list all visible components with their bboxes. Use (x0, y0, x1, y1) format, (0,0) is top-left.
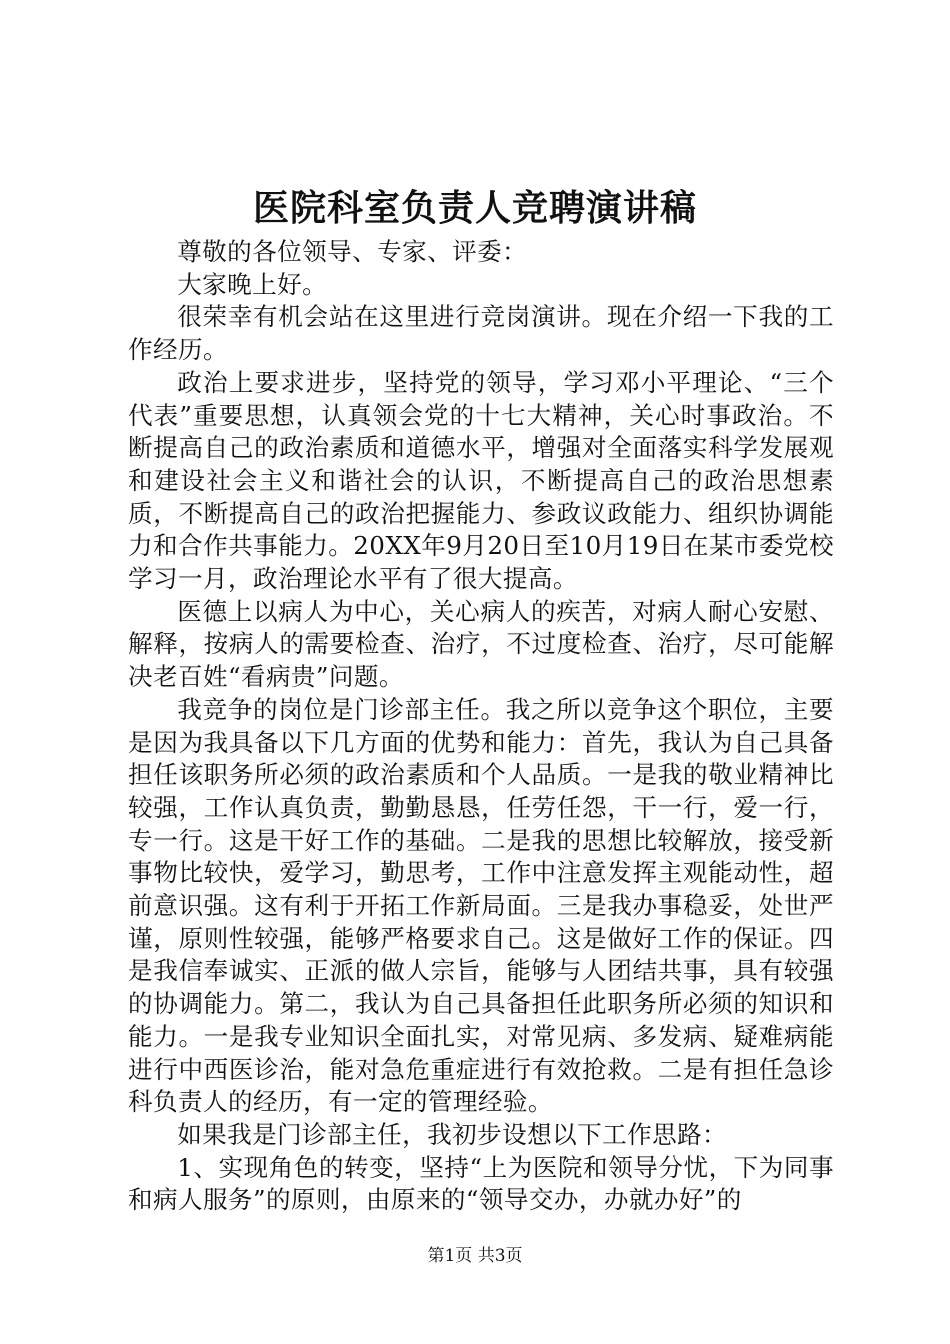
paragraph-intro: 很荣幸有机会站在这里进行竞岗演讲。现在介绍一下我的工作经历。 (128, 302, 834, 365)
paragraph-greeting: 大家晚上好。 (177, 269, 328, 299)
document-body (128, 236, 834, 1217)
paragraph-plan: 如果我是门诊部主任，我初步设想以下工作思路： (177, 1119, 728, 1149)
paragraph-plan-item-1: 1、实现角色的转变，坚持“上为医院和领导分忧，下为同事和病人服务”的原则，由原来的“领导交办，办就办好”的 (128, 1152, 834, 1215)
paragraph-salutation: 尊敬的各位领导、专家、评委： (177, 237, 528, 266)
paragraph-politics: 政治上要求进步，坚持党的领导，学习邓小平理论、“三个代表”重要思想，认真领会党的十七大精神，关心时事政治。不断提高自己的政治素质和道德水平，增强对全面落实科学发展观和建设社会主义和谐社会的认识，不断提高自己的政治思想素质，不断提高自己的政治把握能力、参政议政能力、组织协调能力和合作共事能力。20XX年9月20日至10月19日在某市委党校学习一月，政治理论水平有了很大提高。 (128, 367, 834, 594)
page-footer: 第1页 共3页 (427, 1246, 523, 1266)
paragraph-position: 我竞争的岗位是门诊部主任。我之所以竞争这个职位，主要是因为我具备以下几方面的优势和能力：首先，我认为自己具备担任该职务所必须的政治素质和个人品质。一是我的敬业精神比较强，工作认真负责，勤勤恳恳，任劳任怨，干一行，爱一行，专一行。这是干好工作的基础。二是我的思想比较解放，接受新事物比较快，爱学习，勤思考，工作中注意发挥主观能动性，超前意识强。这有利于开拓工作新局面。三是我办事稳妥，处世严谨，原则性较强，能够严格要求自己。这是做好工作的保证。四是我信奉诚实、正派的做人宗旨，能够与人团结共事，具有较强的协调能力。第二，我认为自己具备担任此职务所必须的知识和能力。一是我专业知识全面扎实，对常见病、多发病、疑难病能进行中西医诊治，能对急危重症进行有效抢救。二是有担任急诊科负责人的经历，有一定的管理经验。 (128, 694, 834, 1117)
page-title: 医院科室负责人竞聘演讲稿 (252, 187, 697, 229)
paragraph-ethics: 医德上以病人为中心，关心病人的疾苦，对病人耐心安慰、解释，按病人的需要检查、治疗，不过度检查、治疗，尽可能解决老百姓“看病贵”问题。 (128, 596, 834, 692)
